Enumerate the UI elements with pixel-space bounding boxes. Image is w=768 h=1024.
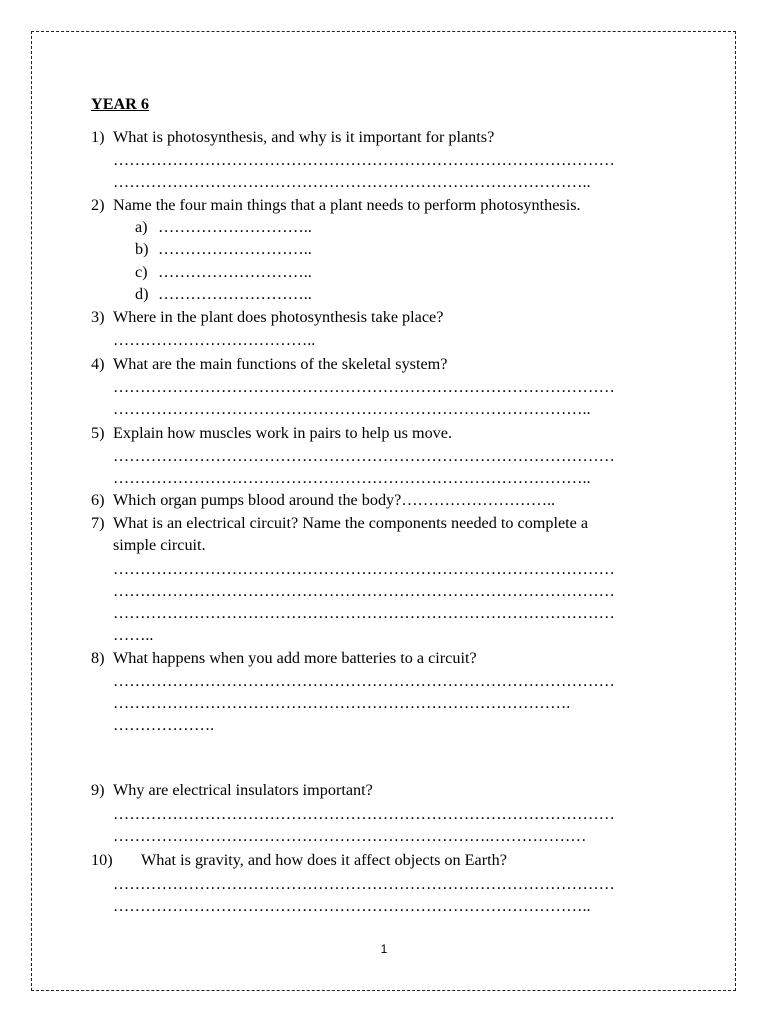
question-5-text: Explain how muscles work in pairs to help us move. [113,424,452,442]
question-7-number: 7) [91,514,105,532]
question-10-answer-line-1[interactable]: ………………………………………………………………………………… [113,875,615,893]
page-number: 1 [380,942,388,956]
question-9-answer-line-1[interactable]: ………………………………………………………………………………… [113,805,615,823]
question-7-answer-line-2[interactable]: ………………………………………………………………………………… [113,582,615,600]
question-1-answer-line-2[interactable]: …………………………………………………………………………….. [113,173,591,191]
question-7-answer-line-1[interactable]: ………………………………………………………………………………… [113,560,615,578]
question-2c-answer[interactable]: ……………………….. [158,263,312,281]
question-2-number: 2) [91,196,105,214]
question-2d-letter: d) [135,285,149,303]
question-4-number: 4) [91,355,105,373]
question-2-text: Name the four main things that a plant needs to perform photosynthesis. [113,196,581,214]
question-6-text: Which organ pumps blood around the body?……………………….. [113,491,556,509]
question-7-answer-line-3[interactable]: ………………………………………………………………………………… [113,604,615,622]
question-8-answer-line-3[interactable]: ………………. [113,716,215,734]
question-2b-letter: b) [135,240,149,258]
question-4-answer-line-2[interactable]: …………………………………………………………………………….. [113,400,591,418]
question-9-number: 9) [91,781,105,799]
question-6-number: 6) [91,491,105,509]
question-10-text: What is gravity, and how does it affect objects on Earth? [141,851,507,869]
question-2b-answer[interactable]: ……………………….. [158,240,312,258]
question-8-answer-line-1[interactable]: ………………………………………………………………………………… [113,672,615,690]
question-3-number: 3) [91,308,105,326]
question-5-answer-line-1[interactable]: ………………………………………………………………………………… [113,447,615,465]
question-8-text: What happens when you add more batteries to a circuit? [113,649,477,667]
question-2c-letter: c) [135,263,148,281]
question-8-number: 8) [91,649,105,667]
page-heading: YEAR 6 [91,95,150,113]
question-2d-answer[interactable]: ……………………….. [158,285,312,303]
question-1-number: 1) [91,128,105,146]
question-3-answer-line-1[interactable]: ……………………………….. [113,331,316,349]
question-5-number: 5) [91,424,105,442]
question-1-text: What is photosynthesis, and why is it important for plants? [113,128,495,146]
question-7-answer-line-4[interactable]: …….. [113,626,154,644]
question-4-answer-line-1[interactable]: ………………………………………………………………………………… [113,378,615,396]
question-7-text: What is an electrical circuit? Name the components needed to complete a [113,514,589,532]
question-2a-answer[interactable]: ……………………….. [158,218,312,236]
question-10-answer-line-2[interactable]: …………………………………………………………………………….. [113,897,591,915]
question-1-answer-line-1[interactable]: ………………………………………………………………………………… [113,151,615,169]
question-4-text: What are the main functions of the skeletal system? [113,355,448,373]
question-10-number: 10) [91,851,113,869]
question-5-answer-line-2[interactable]: …………………………………………………………………………….. [113,469,591,487]
question-2a-letter: a) [135,218,148,236]
question-3-text: Where in the plant does photosynthesis take place? [113,308,444,326]
question-8-answer-line-2[interactable]: …………………………………………………………………………. [113,694,571,712]
question-9-text: Why are electrical insulators important? [113,781,373,799]
question-9-answer-line-2[interactable]: …………………………………………………………….……………… [113,827,587,845]
question-7-text-continued: simple circuit. [113,536,206,554]
